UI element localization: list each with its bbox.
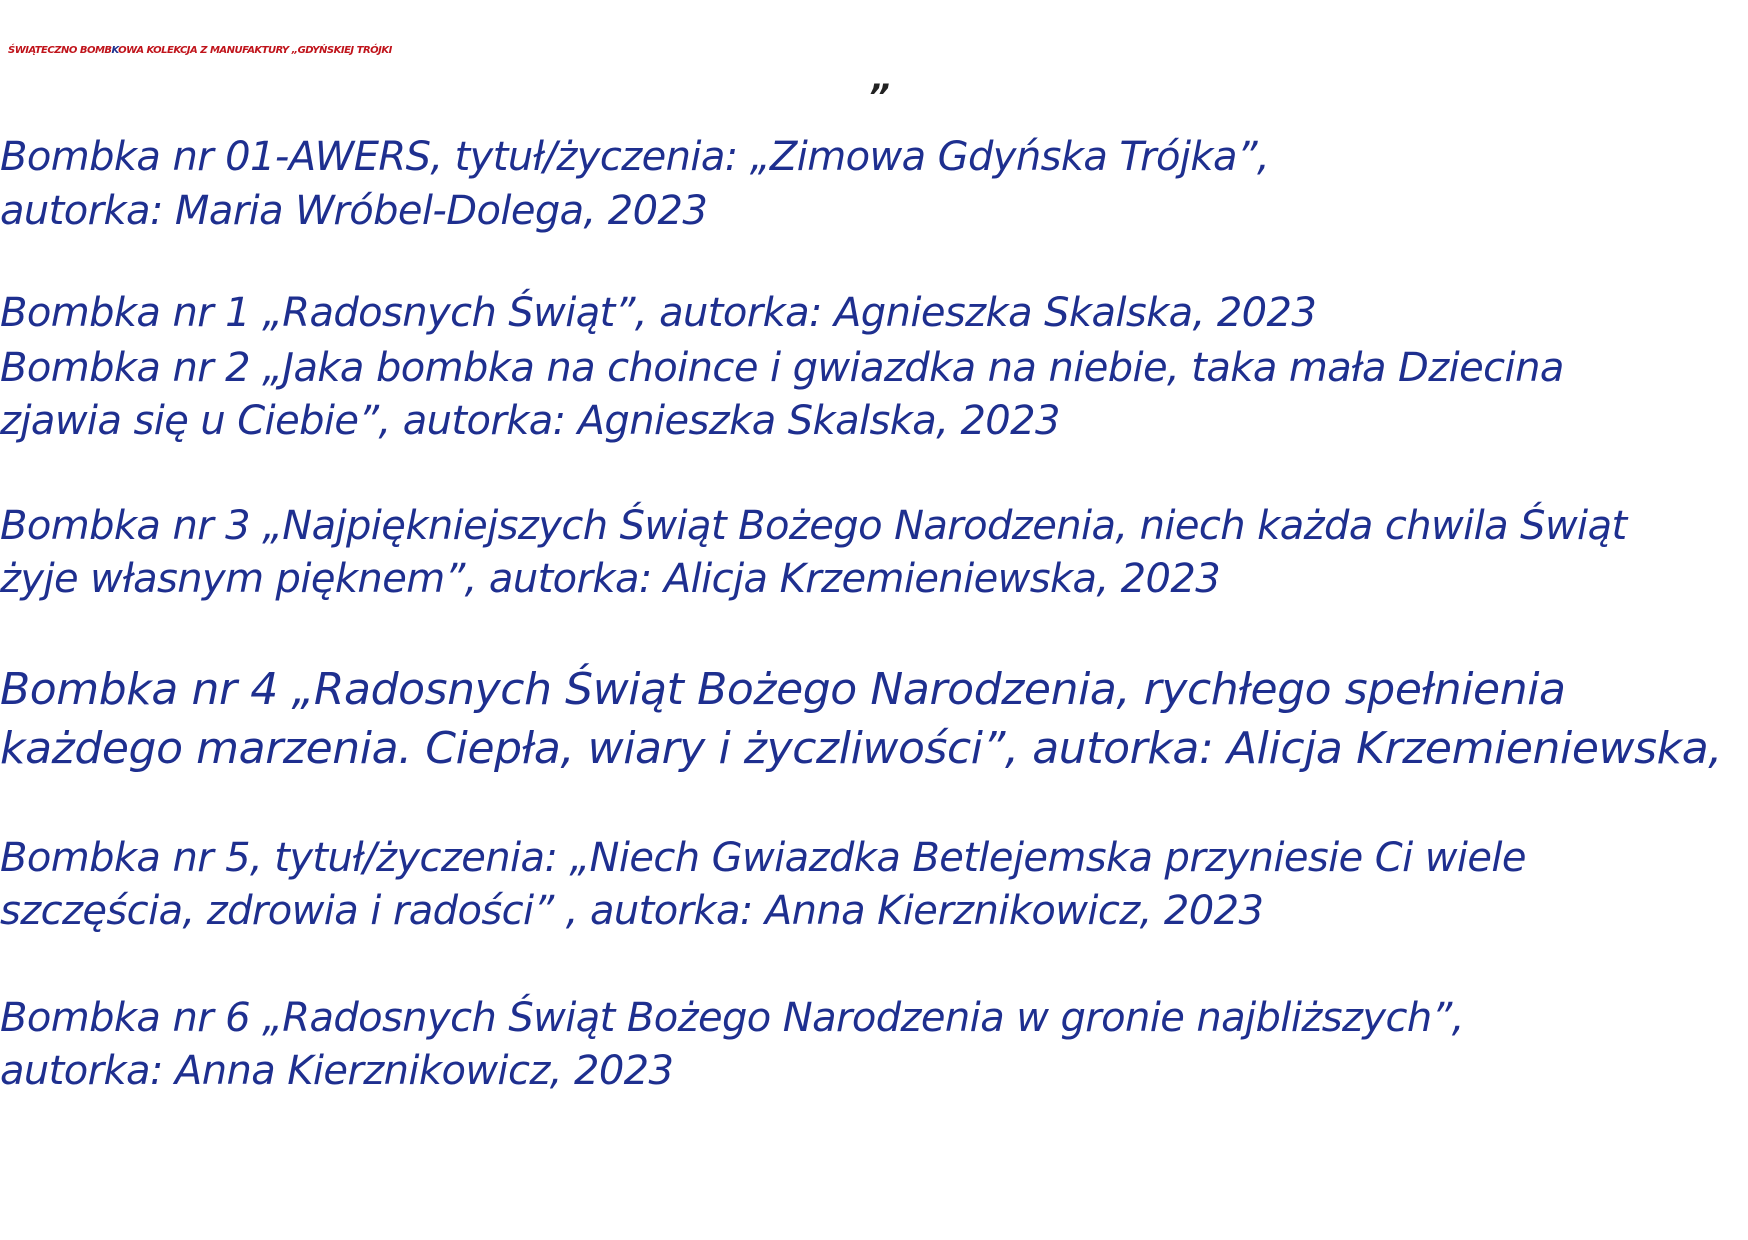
entry-5-line-2: szczęścia, zdrowia i radości” , autorka: Anna Kierznikowicz, 2023 <box>0 888 1264 934</box>
entry-6-line-2: autorka: Anna Kierznikowicz, 2023 <box>0 1048 674 1094</box>
entry-01-awers-line-1: Bombka nr 01-AWERS, tytuł/życzenia: „Zimowa Gdyńska Trójka”, <box>0 134 1270 180</box>
entry-2-line-1: Bombka nr 2 „Jaka bombka na choince i gwiazdka na niebie, taka mała Dziecina <box>0 345 1564 391</box>
title-accent-letter: K <box>111 45 119 56</box>
entry-3-line-2: żyje własnym pięknem”, autorka: Alicja Krzemieniewska, 2023 <box>0 556 1221 602</box>
entry-4-line-1: Bombka nr 4 „Radosnych Świąt Bożego Narodzenia, rychłego spełnienia <box>0 664 1566 715</box>
entry-5-line-1: Bombka nr 5, tytuł/życzenia: „Niech Gwiazdka Betlejemska przyniesie Ci wiele <box>0 835 1526 881</box>
entry-01-awers-line-2: autorka: Maria Wróbel-Dolega, 2023 <box>0 188 708 234</box>
title-part-1: ŚWIĄTECZNO BOMB <box>8 45 112 56</box>
title-part-2: OWA KOLEKCJA Z MANUFAKTURY „GDYŃSKIEJ TRÓJKI <box>118 45 392 56</box>
title-closing-quote: ” <box>868 77 890 117</box>
entry-6-line-1: Bombka nr 6 „Radosnych Świąt Bożego Narodzenia w gronie najbliższych”, <box>0 995 1464 1041</box>
collection-title <box>8 22 1748 80</box>
entry-3-line-1: Bombka nr 3 „Najpiękniejszych Świąt Bożego Narodzenia, niech każda chwila Świąt <box>0 503 1627 549</box>
entry-2-line-2: zjawia się u Ciebie”, autorka: Agnieszka Skalska, 2023 <box>0 398 1060 444</box>
entry-4-line-2: każdego marzenia. Ciepła, wiary i życzliwości”, autorka: Alicja Krzemieniewska, <box>0 723 1722 774</box>
entry-1-line-1: Bombka nr 1 „Radosnych Świąt”, autorka: Agnieszka Skalska, 2023 <box>0 290 1317 336</box>
